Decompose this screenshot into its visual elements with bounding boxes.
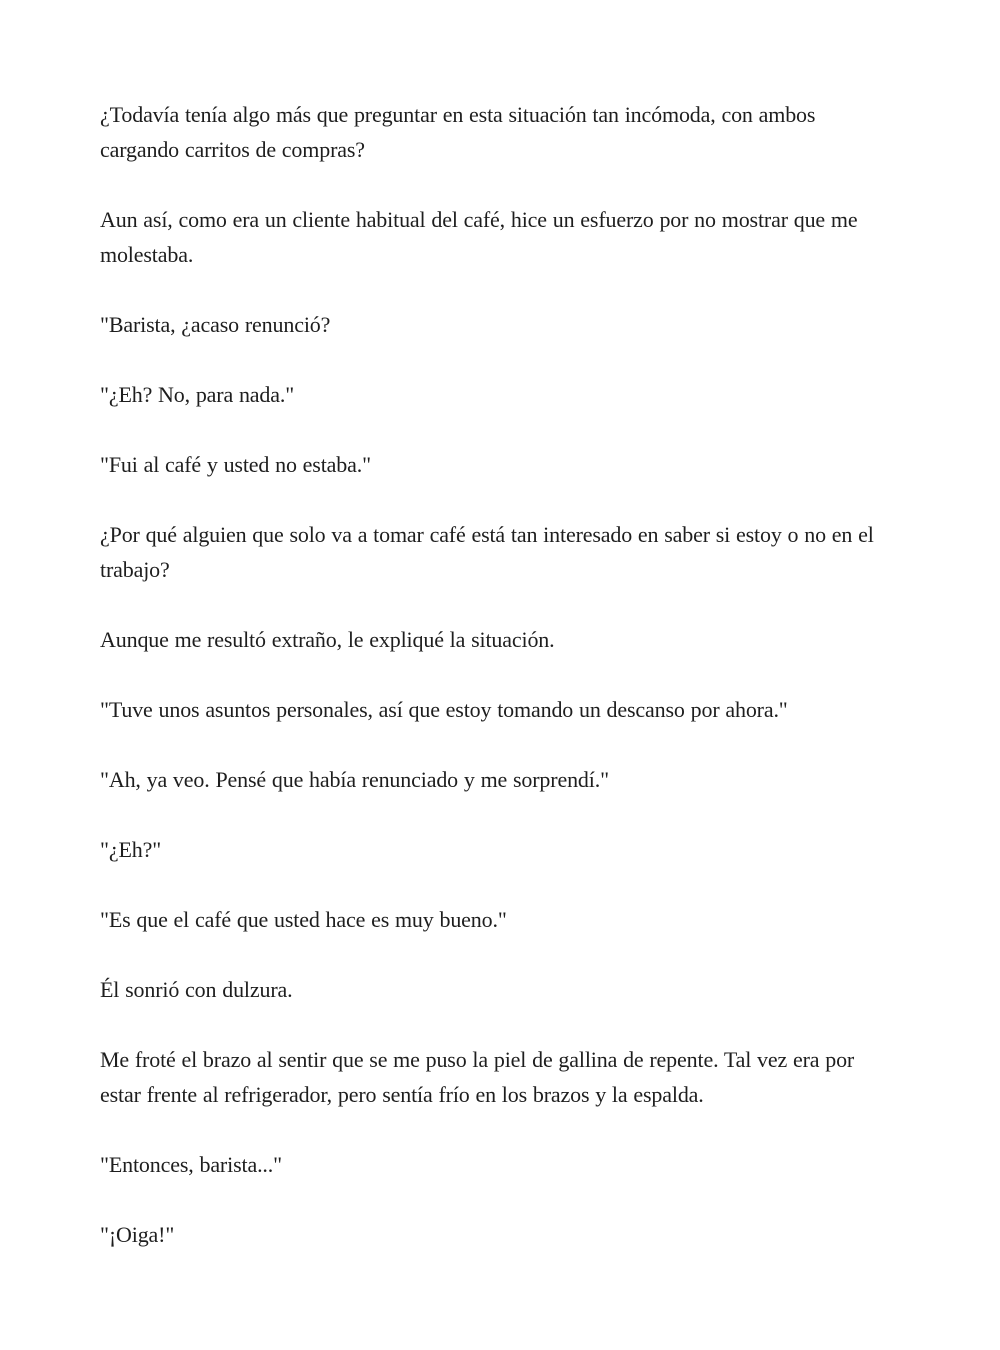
dialogue-line: "Tuve unos asuntos personales, así que estoy tomando un descanso por ahora." [100,697,788,722]
dialogue-line: "Fui al café y usted no estaba." [100,452,371,477]
paragraph: Él sonrió con dulzura. [100,977,293,1002]
dialogue-line: "¿Eh? No, para nada." [100,382,295,407]
dialogue-line: "¡Oiga!" [100,1222,175,1247]
dialogue-line: "Entonces, barista..." [100,1152,282,1177]
document-page [100,97,900,1287]
paragraph: ¿Por qué alguien que solo va a tomar café está tan interesado en saber si estoy o no en el trabajo? [100,522,874,582]
dialogue-line: "Ah, ya veo. Pensé que había renunciado y me sorprendí." [100,767,609,792]
paragraph: Aun así, como era un cliente habitual del café, hice un esfuerzo por no mostrar que me molestaba. [100,207,858,267]
dialogue-line: "¿Eh?" [100,837,162,862]
dialogue-line: "Es que el café que usted hace es muy bueno." [100,907,507,932]
paragraph: ¿Todavía tenía algo más que preguntar en esta situación tan incómoda, con ambos cargando carritos de compras? [100,102,816,162]
paragraph: Aunque me resultó extraño, le expliqué la situación. [100,627,555,652]
dialogue-line: "Barista, ¿acaso renunció? [100,312,331,337]
paragraph: Me froté el brazo al sentir que se me puso la piel de gallina de repente. Tal vez era por estar frente al refrigerador, pero sentía frío en los brazos y la espalda. [100,1047,855,1107]
